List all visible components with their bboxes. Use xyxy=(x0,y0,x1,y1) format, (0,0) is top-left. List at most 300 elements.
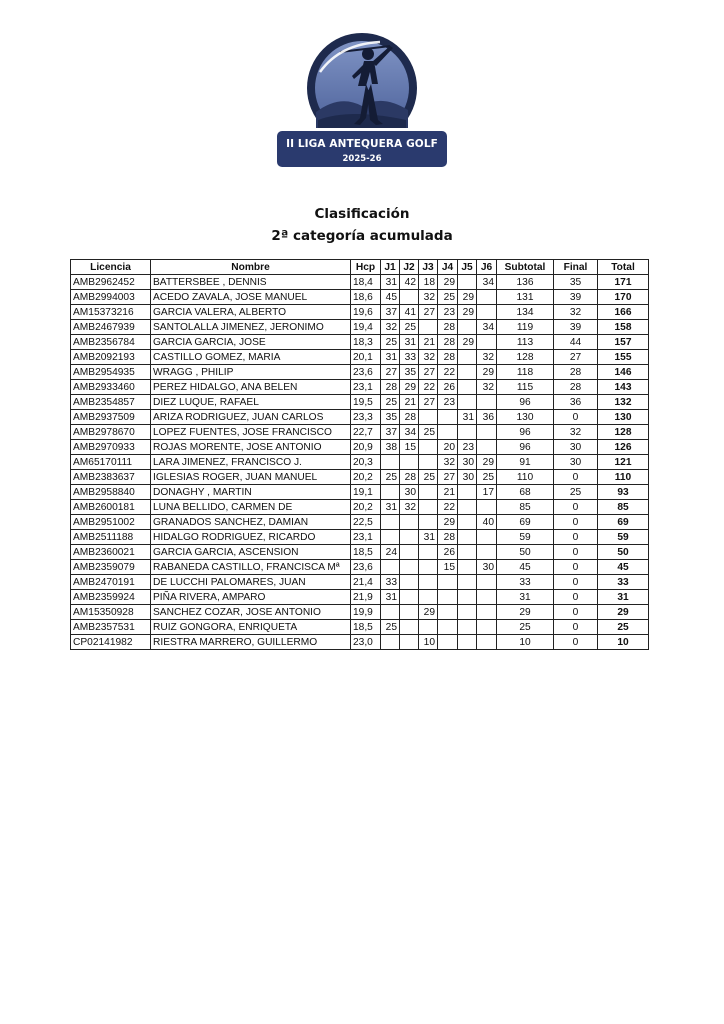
col-licencia-cell: AMB2994003 xyxy=(71,290,151,305)
col-j4-cell: 28 xyxy=(438,335,458,350)
col-subtotal-cell: 31 xyxy=(497,590,554,605)
col-hcp-cell: 23,1 xyxy=(351,530,381,545)
col-subtotal-cell: 25 xyxy=(497,620,554,635)
col-j2-cell: 29 xyxy=(400,380,419,395)
col-final-cell: 0 xyxy=(554,590,598,605)
col-nombre-cell: GARCIA VALERA, ALBERTO xyxy=(151,305,351,320)
col-j6-cell xyxy=(477,605,497,620)
col-j6-cell xyxy=(477,305,497,320)
col-j4-cell: 29 xyxy=(438,275,458,290)
col-j5-cell xyxy=(458,530,477,545)
col-j2-cell xyxy=(400,545,419,560)
col-final-cell: 0 xyxy=(554,500,598,515)
col-j4-cell xyxy=(438,425,458,440)
col-j4-cell: 25 xyxy=(438,290,458,305)
col-j2-cell: 41 xyxy=(400,305,419,320)
col-total-cell: 170 xyxy=(598,290,649,305)
col-j6-cell xyxy=(477,335,497,350)
col-j6-cell xyxy=(477,590,497,605)
table-row xyxy=(71,350,649,365)
col-j3-cell: 27 xyxy=(419,395,438,410)
col-nombre-cell: DONAGHY , MARTIN xyxy=(151,485,351,500)
col-licencia-cell: AMB2359079 xyxy=(71,560,151,575)
col-final-cell: 39 xyxy=(554,320,598,335)
table-row xyxy=(71,515,649,530)
col-nombre-cell: IGLESIAS ROGER, JUAN MANUEL xyxy=(151,470,351,485)
table-row xyxy=(71,305,649,320)
col-j1-cell: 37 xyxy=(381,425,400,440)
col-nombre-cell: BATTERSBEE , DENNIS xyxy=(151,275,351,290)
col-hcp-cell: 18,5 xyxy=(351,545,381,560)
col-hcp-cell: 21,4 xyxy=(351,575,381,590)
col-total-cell: 121 xyxy=(598,455,649,470)
col-hcp-cell: 23,1 xyxy=(351,380,381,395)
col-licencia-cell: AMB2511188 xyxy=(71,530,151,545)
col-final-cell: 0 xyxy=(554,620,598,635)
col-j1-cell: 35 xyxy=(381,410,400,425)
col-total-cell: 31 xyxy=(598,590,649,605)
col-j3-cell: 25 xyxy=(419,470,438,485)
col-licencia-cell: AMB2978670 xyxy=(71,425,151,440)
col-j4-cell: 23 xyxy=(438,305,458,320)
col-total-cell: 132 xyxy=(598,395,649,410)
col-total-cell: 85 xyxy=(598,500,649,515)
col-final-cell: 0 xyxy=(554,530,598,545)
col-subtotal-cell: 91 xyxy=(497,455,554,470)
col-j6-cell xyxy=(477,500,497,515)
col-subtotal-cell: 110 xyxy=(497,470,554,485)
col-total-cell: 29 xyxy=(598,605,649,620)
col-hcp-cell: 18,6 xyxy=(351,290,381,305)
col-j4-cell: 28 xyxy=(438,350,458,365)
col-nombre-cell: DIEZ LUQUE, RAFAEL xyxy=(151,395,351,410)
col-subtotal-cell: 134 xyxy=(497,305,554,320)
col-nombre-cell: LUNA BELLIDO, CARMEN DE xyxy=(151,500,351,515)
col-j1-cell xyxy=(381,560,400,575)
col-j5-cell: 29 xyxy=(458,290,477,305)
col-j2-cell xyxy=(400,590,419,605)
col-j4-cell: 28 xyxy=(438,530,458,545)
col-j6-cell: 29 xyxy=(477,365,497,380)
col-j5-cell: 29 xyxy=(458,305,477,320)
table-row xyxy=(71,560,649,575)
col-j1-cell: 25 xyxy=(381,620,400,635)
col-total-cell: 128 xyxy=(598,425,649,440)
col-j1-cell xyxy=(381,455,400,470)
col-j6-cell: 29 xyxy=(477,455,497,470)
table-row xyxy=(71,410,649,425)
col-j3-cell xyxy=(419,545,438,560)
page-subtitle: 2ª categoría acumulada xyxy=(271,228,453,244)
col-subtotal-cell: 33 xyxy=(497,575,554,590)
col-licencia-cell: AMB2354857 xyxy=(71,395,151,410)
col-total-cell: 171 xyxy=(598,275,649,290)
col-j1-cell: 27 xyxy=(381,365,400,380)
col-j4-cell: 26 xyxy=(438,545,458,560)
col-j3-cell xyxy=(419,500,438,515)
col-subtotal-cell: 69 xyxy=(497,515,554,530)
table-row xyxy=(71,365,649,380)
col-j5-cell xyxy=(458,515,477,530)
col-hcp-cell: 23,6 xyxy=(351,365,381,380)
col-nombre-cell: GARCIA GARCIA, JOSE xyxy=(151,335,351,350)
col-total-cell: 155 xyxy=(598,350,649,365)
table-body xyxy=(71,275,649,650)
col-subtotal-header: Subtotal xyxy=(497,260,554,275)
col-j3-cell xyxy=(419,455,438,470)
col-j2-cell: 32 xyxy=(400,500,419,515)
col-hcp-cell: 23,0 xyxy=(351,635,381,650)
col-licencia-cell: AMB2600181 xyxy=(71,500,151,515)
logo-season: 2025-26 xyxy=(342,154,382,164)
col-j5-cell xyxy=(458,485,477,500)
col-j5-cell xyxy=(458,380,477,395)
col-j3-cell: 18 xyxy=(419,275,438,290)
col-j3-cell: 21 xyxy=(419,335,438,350)
col-final-cell: 35 xyxy=(554,275,598,290)
col-j5-cell: 23 xyxy=(458,440,477,455)
col-j3-cell xyxy=(419,560,438,575)
col-subtotal-cell: 115 xyxy=(497,380,554,395)
col-j6-cell xyxy=(477,575,497,590)
col-j2-cell: 21 xyxy=(400,395,419,410)
col-subtotal-cell: 68 xyxy=(497,485,554,500)
col-j6-cell: 36 xyxy=(477,410,497,425)
col-j6-cell xyxy=(477,440,497,455)
col-j3-cell: 22 xyxy=(419,380,438,395)
col-j2-cell: 31 xyxy=(400,335,419,350)
col-hcp-cell: 20,2 xyxy=(351,470,381,485)
col-licencia-cell: AMB2958840 xyxy=(71,485,151,500)
col-licencia-cell: AMB2951002 xyxy=(71,515,151,530)
col-subtotal-cell: 118 xyxy=(497,365,554,380)
col-nombre-cell: CASTILLO GOMEZ, MARIA xyxy=(151,350,351,365)
col-j3-cell: 27 xyxy=(419,365,438,380)
col-j4-cell: 15 xyxy=(438,560,458,575)
col-licencia-cell: AMB2092193 xyxy=(71,350,151,365)
table-header-row xyxy=(71,260,649,275)
table-row xyxy=(71,485,649,500)
col-licencia-cell: AMB2470191 xyxy=(71,575,151,590)
col-subtotal-cell: 50 xyxy=(497,545,554,560)
col-j4-cell xyxy=(438,590,458,605)
col-j1-cell xyxy=(381,530,400,545)
col-j1-cell: 31 xyxy=(381,350,400,365)
table-row xyxy=(71,545,649,560)
table-row xyxy=(71,440,649,455)
col-j2-cell xyxy=(400,620,419,635)
table-row xyxy=(71,500,649,515)
col-j4-cell: 29 xyxy=(438,515,458,530)
col-j3-cell: 27 xyxy=(419,305,438,320)
table-row xyxy=(71,470,649,485)
col-hcp-cell: 22,7 xyxy=(351,425,381,440)
col-total-cell: 50 xyxy=(598,545,649,560)
col-j1-cell: 24 xyxy=(381,545,400,560)
col-nombre-cell: ARIZA RODRIGUEZ, JUAN CARLOS xyxy=(151,410,351,425)
col-j6-cell: 17 xyxy=(477,485,497,500)
col-nombre-cell: RIESTRA MARRERO, GUILLERMO xyxy=(151,635,351,650)
col-j5-cell xyxy=(458,425,477,440)
table-row xyxy=(71,635,649,650)
col-total-cell: 69 xyxy=(598,515,649,530)
col-j6-cell: 30 xyxy=(477,560,497,575)
col-j5-cell: 30 xyxy=(458,455,477,470)
col-nombre-cell: SANTOLALLA JIMENEZ, JERONIMO xyxy=(151,320,351,335)
col-nombre-cell: DE LUCCHI PALOMARES, JUAN xyxy=(151,575,351,590)
col-j3-cell: 29 xyxy=(419,605,438,620)
col-licencia-cell: AM15350928 xyxy=(71,605,151,620)
col-final-cell: 0 xyxy=(554,545,598,560)
col-j5-cell xyxy=(458,395,477,410)
col-final-cell: 0 xyxy=(554,605,598,620)
col-final-cell: 39 xyxy=(554,290,598,305)
col-j3-cell xyxy=(419,575,438,590)
col-j5-cell xyxy=(458,545,477,560)
col-j5-cell xyxy=(458,350,477,365)
col-j3-cell: 31 xyxy=(419,530,438,545)
col-j2-cell: 28 xyxy=(400,410,419,425)
col-subtotal-cell: 136 xyxy=(497,275,554,290)
col-j3-cell xyxy=(419,410,438,425)
col-subtotal-cell: 45 xyxy=(497,560,554,575)
col-nombre-cell: LARA JIMENEZ, FRANCISCO J. xyxy=(151,455,351,470)
col-j3-cell xyxy=(419,620,438,635)
col-j6-header: J6 xyxy=(477,260,497,275)
col-j6-cell xyxy=(477,635,497,650)
col-final-cell: 30 xyxy=(554,440,598,455)
table-row xyxy=(71,530,649,545)
col-final-header: Final xyxy=(554,260,598,275)
col-j5-header: J5 xyxy=(458,260,477,275)
col-total-cell: 146 xyxy=(598,365,649,380)
col-j6-cell: 34 xyxy=(477,320,497,335)
col-j6-cell xyxy=(477,530,497,545)
col-j2-cell xyxy=(400,530,419,545)
col-hcp-cell: 18,4 xyxy=(351,275,381,290)
col-j4-cell xyxy=(438,410,458,425)
col-total-cell: 33 xyxy=(598,575,649,590)
col-nombre-cell: WRAGG , PHILIP xyxy=(151,365,351,380)
col-j4-cell xyxy=(438,620,458,635)
col-j5-cell xyxy=(458,605,477,620)
col-subtotal-cell: 113 xyxy=(497,335,554,350)
col-j4-cell: 28 xyxy=(438,320,458,335)
col-total-cell: 158 xyxy=(598,320,649,335)
col-j1-cell: 25 xyxy=(381,470,400,485)
col-j2-cell xyxy=(400,455,419,470)
golfer-silhouette-icon xyxy=(270,32,454,174)
col-licencia-cell: AMB2359924 xyxy=(71,590,151,605)
table-row xyxy=(71,380,649,395)
col-subtotal-cell: 131 xyxy=(497,290,554,305)
col-hcp-cell: 19,9 xyxy=(351,605,381,620)
col-licencia-cell: AM15373216 xyxy=(71,305,151,320)
col-total-cell: 143 xyxy=(598,380,649,395)
col-j1-cell: 25 xyxy=(381,335,400,350)
col-nombre-cell: HIDALGO RODRIGUEZ, RICARDO xyxy=(151,530,351,545)
col-subtotal-cell: 29 xyxy=(497,605,554,620)
col-j1-cell: 45 xyxy=(381,290,400,305)
col-subtotal-cell: 10 xyxy=(497,635,554,650)
col-j6-cell xyxy=(477,620,497,635)
col-j5-cell xyxy=(458,500,477,515)
col-final-cell: 25 xyxy=(554,485,598,500)
col-j4-cell: 32 xyxy=(438,455,458,470)
col-j1-cell: 31 xyxy=(381,590,400,605)
col-j6-cell xyxy=(477,545,497,560)
col-total-cell: 45 xyxy=(598,560,649,575)
col-final-cell: 0 xyxy=(554,560,598,575)
col-j2-cell: 25 xyxy=(400,320,419,335)
col-j5-cell: 30 xyxy=(458,470,477,485)
col-total-cell: 59 xyxy=(598,530,649,545)
col-nombre-cell: ROJAS MORENTE, JOSE ANTONIO xyxy=(151,440,351,455)
col-j1-cell: 33 xyxy=(381,575,400,590)
col-total-cell: 157 xyxy=(598,335,649,350)
col-licencia-header: Licencia xyxy=(71,260,151,275)
col-final-cell: 0 xyxy=(554,410,598,425)
col-j2-cell: 15 xyxy=(400,440,419,455)
col-nombre-cell: RUIZ GONGORA, ENRIQUETA xyxy=(151,620,351,635)
col-licencia-cell: AMB2954935 xyxy=(71,365,151,380)
col-j1-cell xyxy=(381,515,400,530)
col-j5-cell xyxy=(458,590,477,605)
col-j1-cell: 25 xyxy=(381,395,400,410)
col-j6-cell xyxy=(477,425,497,440)
col-j1-cell: 32 xyxy=(381,320,400,335)
col-subtotal-cell: 119 xyxy=(497,320,554,335)
col-subtotal-cell: 85 xyxy=(497,500,554,515)
col-licencia-cell: AMB2383637 xyxy=(71,470,151,485)
col-hcp-cell: 20,3 xyxy=(351,455,381,470)
col-final-cell: 0 xyxy=(554,515,598,530)
col-nombre-cell: GRANADOS SANCHEZ, DAMIAN xyxy=(151,515,351,530)
col-hcp-cell: 20,1 xyxy=(351,350,381,365)
col-subtotal-cell: 96 xyxy=(497,395,554,410)
table-row xyxy=(71,605,649,620)
col-total-header: Total xyxy=(598,260,649,275)
col-final-cell: 0 xyxy=(554,470,598,485)
table-row xyxy=(71,575,649,590)
page-title: Clasificación xyxy=(314,206,410,222)
col-j5-cell xyxy=(458,620,477,635)
col-j5-cell xyxy=(458,575,477,590)
col-j5-cell xyxy=(458,560,477,575)
col-j3-cell xyxy=(419,515,438,530)
col-j3-cell xyxy=(419,485,438,500)
table-row xyxy=(71,455,649,470)
col-final-cell: 30 xyxy=(554,455,598,470)
col-licencia-cell: AMB2933460 xyxy=(71,380,151,395)
col-j2-cell xyxy=(400,635,419,650)
col-j3-cell: 10 xyxy=(419,635,438,650)
col-j1-cell xyxy=(381,485,400,500)
col-final-cell: 44 xyxy=(554,335,598,350)
col-total-cell: 110 xyxy=(598,470,649,485)
col-hcp-cell: 19,5 xyxy=(351,395,381,410)
col-j2-header: J2 xyxy=(400,260,419,275)
col-licencia-cell: AMB2970933 xyxy=(71,440,151,455)
col-nombre-cell: PEREZ HIDALGO, ANA BELEN xyxy=(151,380,351,395)
classification-table xyxy=(70,259,649,650)
col-hcp-cell: 18,5 xyxy=(351,620,381,635)
col-j1-cell: 28 xyxy=(381,380,400,395)
col-j4-cell: 23 xyxy=(438,395,458,410)
col-j1-cell xyxy=(381,605,400,620)
col-nombre-cell: PIÑA RIVERA, AMPARO xyxy=(151,590,351,605)
col-hcp-cell: 20,9 xyxy=(351,440,381,455)
col-hcp-cell: 21,9 xyxy=(351,590,381,605)
col-final-cell: 36 xyxy=(554,395,598,410)
col-final-cell: 32 xyxy=(554,425,598,440)
col-hcp-cell: 19,6 xyxy=(351,305,381,320)
col-licencia-cell: AM65170111 xyxy=(71,455,151,470)
col-j2-cell: 42 xyxy=(400,275,419,290)
col-j5-cell: 29 xyxy=(458,335,477,350)
col-j2-cell xyxy=(400,515,419,530)
col-j6-cell xyxy=(477,395,497,410)
col-final-cell: 32 xyxy=(554,305,598,320)
col-j4-cell xyxy=(438,605,458,620)
col-nombre-header: Nombre xyxy=(151,260,351,275)
table-row xyxy=(71,320,649,335)
col-j3-cell xyxy=(419,320,438,335)
col-hcp-cell: 23,3 xyxy=(351,410,381,425)
col-total-cell: 25 xyxy=(598,620,649,635)
col-j4-cell: 22 xyxy=(438,365,458,380)
col-hcp-cell: 23,6 xyxy=(351,560,381,575)
col-j1-cell xyxy=(381,635,400,650)
col-j2-cell xyxy=(400,605,419,620)
col-j4-header: J4 xyxy=(438,260,458,275)
col-nombre-cell: RABANEDA CASTILLO, FRANCISCA Mª xyxy=(151,560,351,575)
col-j4-cell xyxy=(438,575,458,590)
table-row xyxy=(71,590,649,605)
col-subtotal-cell: 96 xyxy=(497,425,554,440)
col-j5-cell xyxy=(458,320,477,335)
logo-title: II LIGA ANTEQUERA GOLF xyxy=(286,138,438,150)
col-j2-cell: 34 xyxy=(400,425,419,440)
col-j3-header: J3 xyxy=(419,260,438,275)
col-j4-cell: 27 xyxy=(438,470,458,485)
col-licencia-cell: AMB2467939 xyxy=(71,320,151,335)
col-j3-cell xyxy=(419,440,438,455)
col-nombre-cell: GARCIA GARCIA, ASCENSION xyxy=(151,545,351,560)
col-hcp-cell: 19,4 xyxy=(351,320,381,335)
col-j4-cell xyxy=(438,635,458,650)
col-j2-cell xyxy=(400,290,419,305)
col-licencia-cell: CP02141982 xyxy=(71,635,151,650)
col-j6-cell: 32 xyxy=(477,380,497,395)
col-nombre-cell: ACEDO ZAVALA, JOSE MANUEL xyxy=(151,290,351,305)
col-j2-cell xyxy=(400,575,419,590)
col-subtotal-cell: 130 xyxy=(497,410,554,425)
col-j6-cell: 32 xyxy=(477,350,497,365)
col-licencia-cell: AMB2937509 xyxy=(71,410,151,425)
table-row xyxy=(71,275,649,290)
col-j5-cell xyxy=(458,275,477,290)
col-j1-cell: 31 xyxy=(381,275,400,290)
col-final-cell: 0 xyxy=(554,575,598,590)
col-final-cell: 27 xyxy=(554,350,598,365)
col-nombre-cell: LOPEZ FUENTES, JOSE FRANCISCO xyxy=(151,425,351,440)
col-j3-cell: 32 xyxy=(419,290,438,305)
col-hcp-cell: 22,5 xyxy=(351,515,381,530)
col-j3-cell: 25 xyxy=(419,425,438,440)
col-final-cell: 0 xyxy=(554,635,598,650)
col-j6-cell: 40 xyxy=(477,515,497,530)
